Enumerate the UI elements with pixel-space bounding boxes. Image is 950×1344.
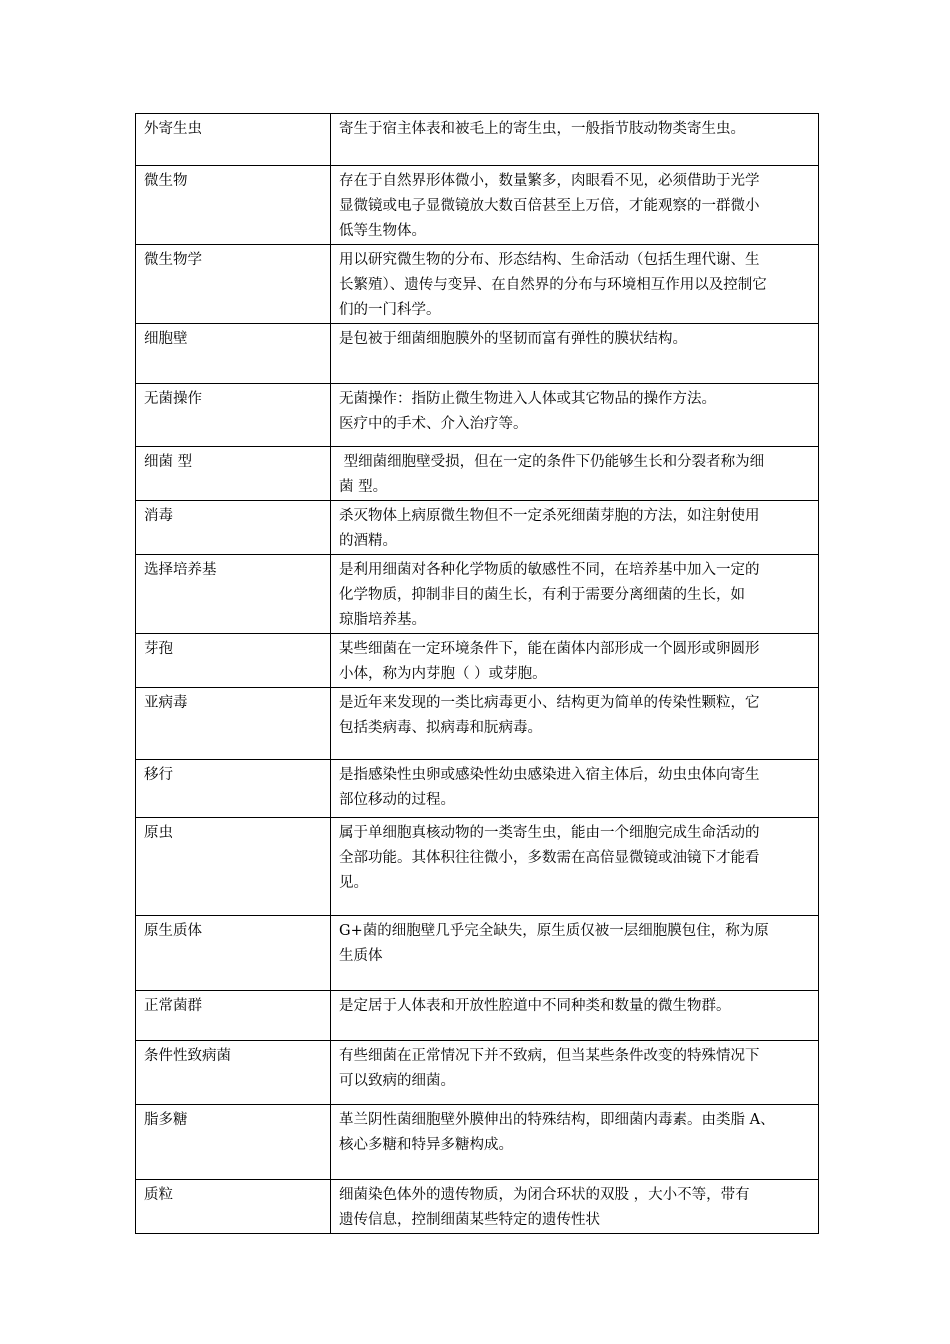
table-row: [136, 1041, 819, 1105]
term-cell: 条件性致病菌: [136, 1041, 331, 1105]
definition-cell: [331, 245, 819, 324]
definition-line: 包括类病毒、拟病毒和朊病毒。: [339, 720, 542, 736]
definition-cell: [331, 501, 819, 555]
table-row: [136, 555, 819, 634]
definition-line: 核心多糖和特异多糖构成。: [339, 1137, 513, 1153]
term-cell: 脂多糖: [136, 1105, 331, 1180]
definition-line: 长繁殖）、遗传与变异、在自然界的分布与环境相互作用以及控制它: [339, 277, 767, 293]
definition-line: 化学物质，抑制非目的菌生长，有利于需要分离细菌的生长，如: [339, 587, 745, 603]
definition-cell: [331, 1105, 819, 1180]
definition-cell: [331, 760, 819, 818]
definition-line: 用以研究微生物的分布、形态结构、生命活动（包括生理代谢、生: [339, 252, 760, 268]
term-cell: 移行: [136, 760, 331, 818]
table-row: [136, 166, 819, 245]
definition-line: 寄生于宿主体表和被毛上的寄生虫，一般指节肢动物类寄生虫。: [339, 121, 745, 137]
term-cell: 细菌 型: [136, 447, 331, 501]
term-cell: 微生物: [136, 166, 331, 245]
definition-line: 部位移动的过程。: [339, 792, 455, 808]
table-row: [136, 916, 819, 991]
definition-line: 小体，称为内芽胞（ ）或芽胞。: [339, 666, 547, 682]
definition-cell: [331, 166, 819, 245]
definition-line: 的酒精。: [339, 533, 397, 549]
definition-cell: [331, 555, 819, 634]
definition-line: 细菌染色体外的遗传物质，为闭合环状的双股 ，大小不等，带有: [339, 1187, 750, 1203]
table-row: [136, 501, 819, 555]
definition-cell: [331, 688, 819, 760]
definition-line: 低等生物体。: [339, 223, 426, 239]
definition-line: 杀灭物体上病原微生物但不一定杀死细菌芽胞的方法，如注射使用: [339, 508, 760, 524]
definition-line: 是指感染性虫卵或感染性幼虫感染进入宿主体后，幼虫虫体向寄生: [339, 767, 760, 783]
definition-line: 生质体: [339, 948, 383, 964]
definition-cell: [331, 384, 819, 447]
term-cell: 选择培养基: [136, 555, 331, 634]
table-row: [136, 991, 819, 1041]
definition-cell: [331, 1180, 819, 1234]
table-row: [136, 114, 819, 166]
definition-line: 革兰阴性菌细胞壁外膜伸出的特殊结构，即细菌内毒素。由类脂 A、: [339, 1112, 775, 1128]
table-row: [136, 634, 819, 688]
term-cell: 原虫: [136, 818, 331, 916]
term-cell: 外寄生虫: [136, 114, 331, 166]
definition-cell: [331, 916, 819, 991]
table-row: [136, 1180, 819, 1234]
definition-line: 是利用细菌对各种化学物质的敏感性不同，在培养基中加入一定的: [339, 562, 760, 578]
definition-line: 是定居于人体表和开放性腔道中不同种类和数量的微生物群。: [339, 998, 731, 1014]
definition-cell: [331, 324, 819, 384]
term-cell: 原生质体: [136, 916, 331, 991]
table-row: [136, 324, 819, 384]
definition-cell: [331, 1041, 819, 1105]
definition-line: 菌 型。: [339, 479, 388, 495]
definition-line: 型细菌细胞壁受损，但在一定的条件下仍能够生长和分裂者称为细: [339, 454, 765, 470]
definition-line: 显微镜或电子显微镜放大数百倍甚至上万倍，才能观察的一群微小: [339, 198, 760, 214]
term-cell: 微生物学: [136, 245, 331, 324]
term-cell: 芽孢: [136, 634, 331, 688]
definition-line: 是近年来发现的一类比病毒更小、结构更为简单的传染性颗粒，它: [339, 695, 760, 711]
definition-line: 可以致病的细菌。: [339, 1073, 455, 1089]
definition-line: 琼脂培养基。: [339, 612, 426, 628]
definition-line: 见。: [339, 875, 368, 891]
definition-line: 全部功能。其体积往往微小，多数需在高倍显微镜或油镜下才能看: [339, 850, 760, 866]
definition-cell: [331, 818, 819, 916]
definition-line: 无菌操作：指防止微生物进入人体或其它物品的操作方法。: [339, 391, 716, 407]
table-row: [136, 818, 819, 916]
term-cell: 细胞壁: [136, 324, 331, 384]
term-cell: 亚病毒: [136, 688, 331, 760]
definition-cell: [331, 114, 819, 166]
definition-line: 是包被于细菌细胞膜外的坚韧而富有弹性的膜状结构。: [339, 331, 687, 347]
definition-line: G+菌的细胞壁几乎完全缺失，原生质仅被一层细胞膜包住，称为原: [339, 923, 769, 939]
table-row: [136, 688, 819, 760]
definition-cell: [331, 447, 819, 501]
definition-line: 有些细菌在正常情况下并不致病，但当某些条件改变的特殊情况下: [339, 1048, 760, 1064]
table-row: [136, 1105, 819, 1180]
table-row: [136, 447, 819, 501]
definition-line: 们的一门科学。: [339, 302, 441, 318]
definition-line: 属于单细胞真核动物的一类寄生虫，能由一个细胞完成生命活动的: [339, 825, 760, 841]
table-row: [136, 384, 819, 447]
definition-line: 某些细菌在一定环境条件下，能在菌体内部形成一个圆形或卵圆形: [339, 641, 760, 657]
definition-cell: [331, 991, 819, 1041]
term-cell: 质粒: [136, 1180, 331, 1234]
term-cell: 无菌操作: [136, 384, 331, 447]
definition-cell: [331, 634, 819, 688]
glossary-table: [135, 113, 819, 1234]
definition-line: 遗传信息，控制细菌某些特定的遗传性状: [339, 1212, 600, 1228]
table-row: [136, 245, 819, 324]
definition-line: 医疗中的手术、介入治疗等。: [339, 416, 528, 432]
table-row: [136, 760, 819, 818]
document-page: [135, 113, 819, 1234]
term-cell: 消毒: [136, 501, 331, 555]
term-cell: 正常菌群: [136, 991, 331, 1041]
definition-line: 存在于自然界形体微小，数量繁多，肉眼看不见，必须借助于光学: [339, 173, 760, 189]
